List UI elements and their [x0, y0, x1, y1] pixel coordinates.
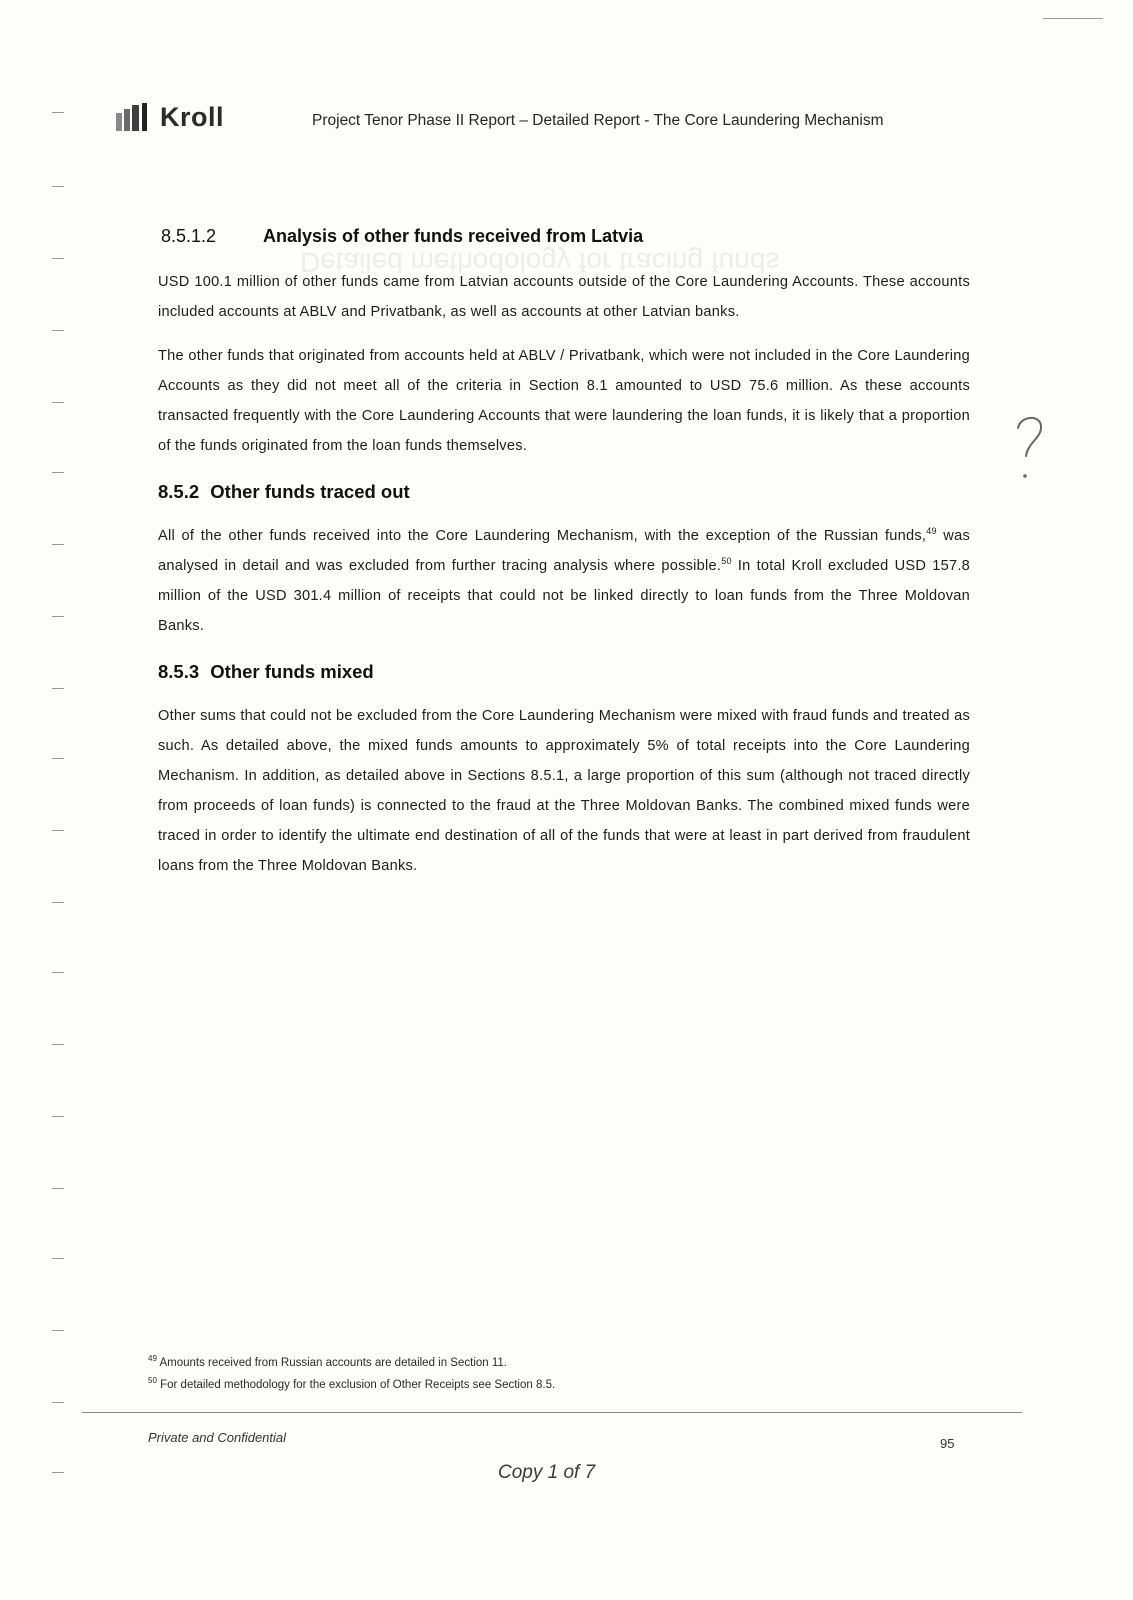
section-title: Analysis of other funds received from Latvia: [263, 226, 644, 246]
bleed-through-text: Detailed methodology for tracing funds: [300, 247, 780, 278]
footnote-number: 49: [148, 1354, 157, 1364]
paragraph-text: was analysed in detail and was excluded from further tracing analysis where possible.: [158, 528, 971, 574]
section-number: 8.5.3: [158, 661, 200, 682]
section-heading-8-5-1-2: [161, 226, 970, 247]
section-number: 8.5.1.2: [161, 226, 217, 246]
paragraph: [158, 521, 970, 641]
kroll-logo: [116, 100, 224, 134]
footnote-text: Amounts received from Russian accounts are detailed in Section 11.: [156, 1357, 507, 1369]
footnote: [148, 1374, 948, 1396]
paragraph: USD 100.1 million of other funds came from Latvian accounts outside of the Core Laundering Accounts. These accounts included accounts at ABLV and Privatbank, as well as accounts at other Latvian banks.: [158, 274, 970, 320]
paragraph: Other sums that could not be excluded from the Core Laundering Mechanism were mixed with fraud funds and treated as such. As detailed above, the mixed funds amounts to approximately 5% of total receipts into the Core Laundering Mechanism. In addition, as detailed above in Sections 8.5.1, a large proportion of this sum (although not traced directly from proceeds of loan funds) is connected to the fraud at the Three Moldovan Banks. The combined mixed funds were traced in order to identify the ultimate end destination of all of the funds that were at least in part derived from fraudulent loans from the Three Moldovan Banks.: [158, 708, 970, 874]
footnote-text: For detailed methodology for the exclusion of Other Receipts see Section 8.5.: [156, 1379, 556, 1391]
report-title: Project Tenor Phase II Report – Detailed Report - The Core Laundering Mechanism: [312, 112, 884, 129]
kroll-logo-mark-icon: [116, 103, 152, 131]
binding-margin-ticks: [52, 0, 66, 1600]
paragraph-text: All of the other funds received into the Core Laundering Mechanism, with the exception of the Russian funds,: [158, 528, 927, 544]
top-edge-rule: [1043, 18, 1103, 19]
section-number: 8.5.2: [158, 481, 200, 502]
kroll-logo-text: Kroll: [160, 101, 225, 132]
footnote-ref: 50: [721, 556, 732, 567]
page-number: 95: [940, 1436, 955, 1451]
section-heading-8-5-3: [158, 661, 970, 683]
footnote-ref: 49: [926, 526, 937, 537]
footnote-number: 50: [148, 1376, 157, 1386]
footnote: [148, 1352, 948, 1374]
section-heading-8-5-2: [158, 481, 970, 503]
footnotes: [148, 1352, 948, 1396]
page-header: [116, 96, 996, 146]
section-title: Other funds traced out: [210, 481, 410, 502]
paragraph-text: In total Kroll excluded USD 157.8 million of the USD 301.4 million of receipts that could not be linked directly to loan funds from the Three Moldovan Banks.: [158, 558, 970, 634]
footer-divider: [82, 1412, 1022, 1413]
confidentiality-label: Private and Confidential: [148, 1430, 287, 1445]
paragraph: The other funds that originated from accounts held at ABLV / Privatbank, which were not included in the Core Laundering Accounts as they did not meet all of the criteria in Section 8.1 amounted to USD 75.6 million. As these accounts transacted frequently with the Core Laundering Accounts that were laundering the loan funds, it is likely that a proportion of the funds originated from the loan funds themselves.: [158, 348, 970, 454]
page-content: [158, 226, 970, 895]
handwritten-question-mark-icon: [1010, 412, 1050, 490]
section-title: Other funds mixed: [210, 661, 374, 682]
copy-stamp: Copy 1 of 7: [498, 1462, 596, 1483]
